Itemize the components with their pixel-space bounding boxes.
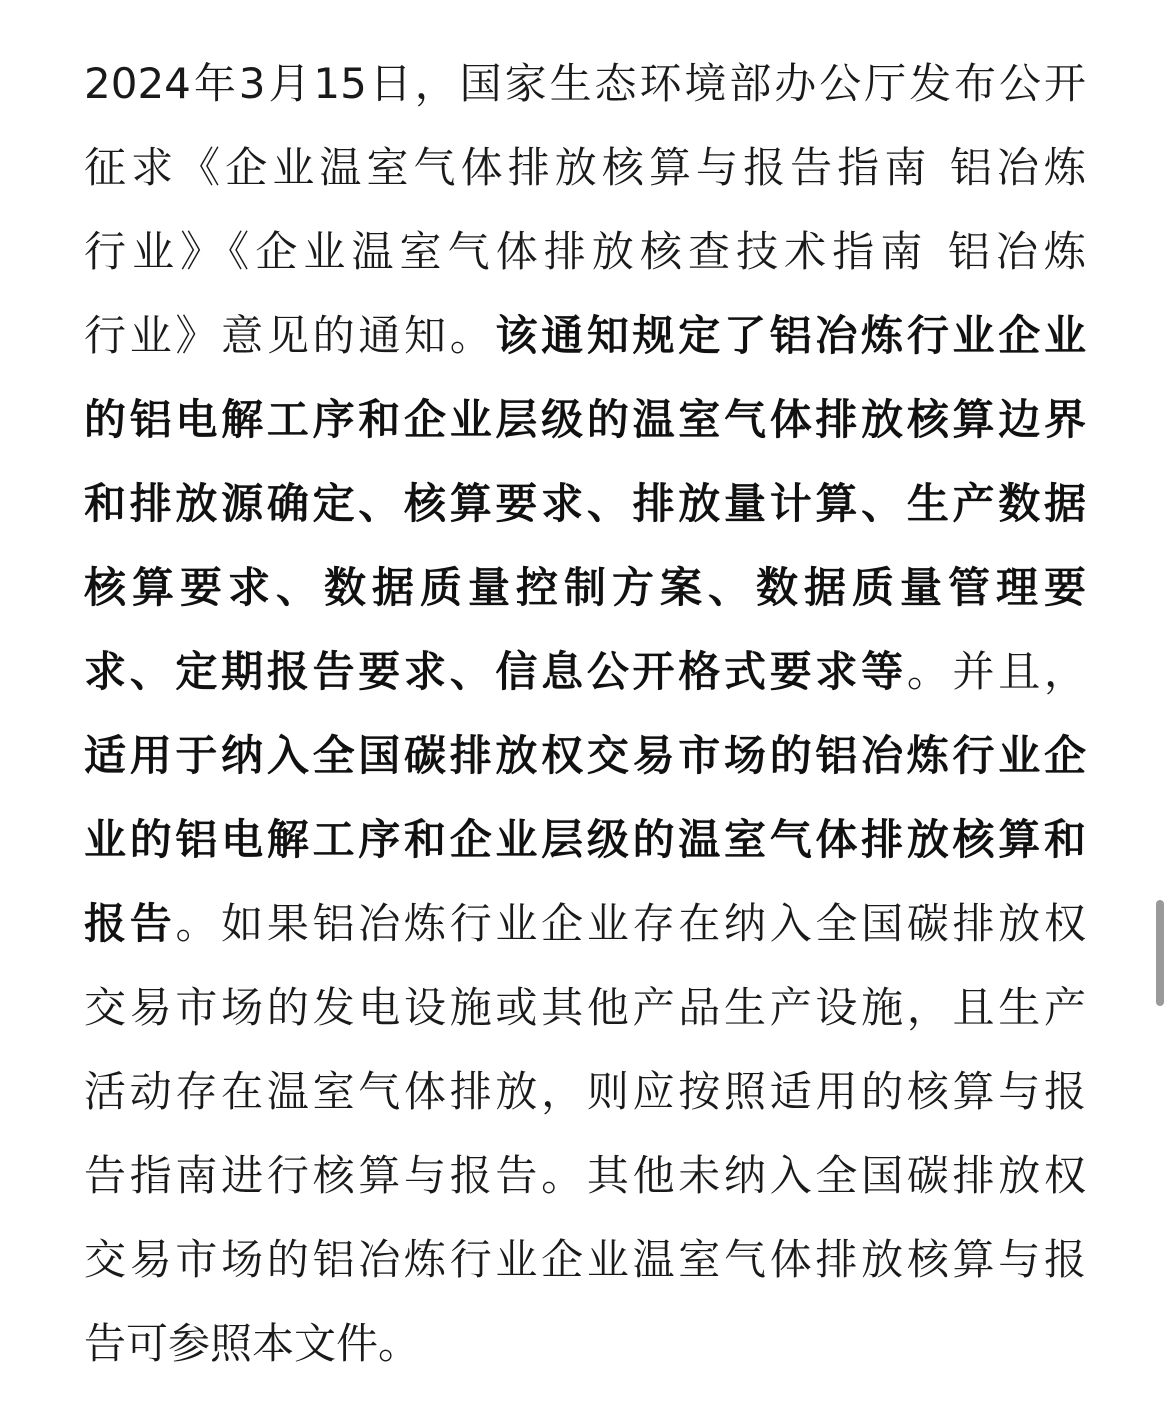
text-line-10 <box>84 798 1086 882</box>
text-line-16 <box>84 1302 1086 1386</box>
bold-text-run: 业的铝电解工序和企业层级的温室气体排放核算和 <box>84 815 1086 864</box>
text-run: 。并且， <box>906 647 1086 696</box>
bold-text-run: 该通知规定了铝冶炼行业企业 <box>495 311 1086 360</box>
text-line-8 <box>84 630 1086 714</box>
text-run: 2024年3月15日，国家生态环境部办公厅发布公开 <box>84 59 1086 108</box>
text-line-5 <box>84 378 1086 462</box>
text-line-13 <box>84 1050 1086 1134</box>
bold-text-run: 和排放源确定、核算要求、排放量计算、生产数据 <box>84 479 1086 528</box>
text-run: 行业》意见的通知。 <box>84 311 496 360</box>
text-line-3 <box>84 210 1086 294</box>
bold-text-run: 的铝电解工序和企业层级的温室气体排放核算边界 <box>84 395 1086 444</box>
text-line-1 <box>84 42 1086 126</box>
text-line-14 <box>84 1134 1086 1218</box>
text-run: 告指南进行核算与报告。其他未纳入全国碳排放权 <box>84 1151 1086 1200</box>
text-line-9 <box>84 714 1086 798</box>
text-line-6 <box>84 462 1086 546</box>
bold-text-run: 求、定期报告要求、信息公开格式要求等 <box>84 647 907 696</box>
bold-text-run: 核算要求、数据质量控制方案、数据质量管理要 <box>84 563 1086 612</box>
text-run: 交易市场的发电设施或其他产品生产设施，且生产 <box>84 983 1086 1032</box>
text-line-15 <box>84 1218 1086 1302</box>
bold-text-run: 报告 <box>84 899 176 948</box>
text-line-11 <box>84 882 1086 966</box>
text-line-7 <box>84 546 1086 630</box>
text-run: 交易市场的铝冶炼行业企业温室气体排放核算与报 <box>84 1235 1086 1284</box>
text-run: 。如果铝冶炼行业企业存在纳入全国碳排放权 <box>175 899 1086 948</box>
text-run: 告可参照本文件。 <box>84 1319 421 1368</box>
scrollbar-thumb[interactable] <box>1156 900 1164 1006</box>
text-line-12 <box>84 966 1086 1050</box>
text-line-4 <box>84 294 1086 378</box>
text-line-2 <box>84 126 1086 210</box>
article-body <box>84 42 1086 1386</box>
text-run: 征求《企业温室气体排放核算与报告指南 铝冶炼 <box>84 143 1086 192</box>
text-run: 活动存在温室气体排放，则应按照适用的核算与报 <box>84 1067 1086 1116</box>
text-run: 行业》《企业温室气体排放核查技术指南 铝冶炼 <box>84 227 1086 276</box>
bold-text-run: 适用于纳入全国碳排放权交易市场的铝冶炼行业企 <box>84 731 1086 780</box>
